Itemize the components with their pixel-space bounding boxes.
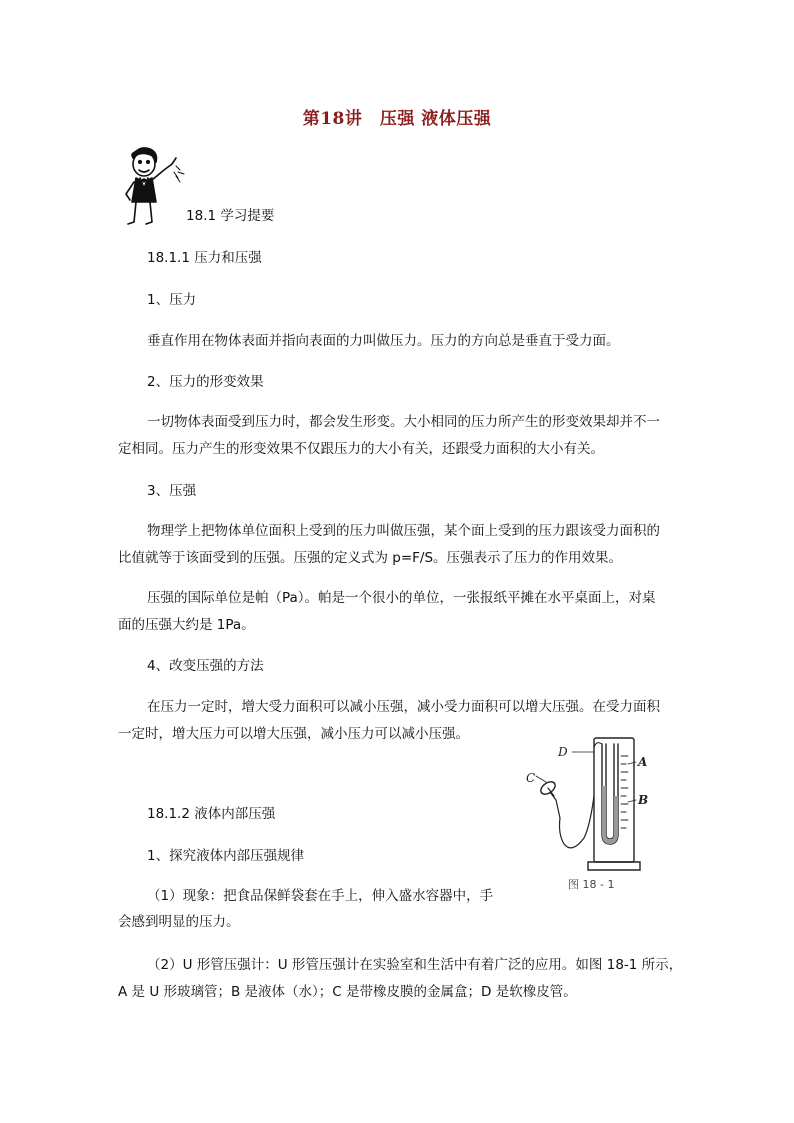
heading-force: 1、压力 bbox=[147, 292, 197, 308]
heading-change-pressure: 4、改变压强的方法 bbox=[147, 658, 264, 674]
figure-label-b: B bbox=[638, 793, 649, 807]
paragraph-phenomenon-line2: 会感到明显的压力。 bbox=[118, 914, 240, 930]
u-tube-manometer-figure bbox=[522, 726, 668, 896]
paragraph-manometer-line1: （2）U 形管压强计：U 形管压强计在实验室和生活中有着广泛的应用。如图 18-1 所示， bbox=[147, 957, 683, 973]
paragraph-change-line2: 一定时，增大压力可以增大压强，减小压力可以减小压强。 bbox=[118, 726, 469, 742]
page-title: 第18讲 压强 液体压强 bbox=[302, 109, 492, 129]
heading-deformation: 2、压力的形变效果 bbox=[147, 374, 264, 390]
paragraph-phenomenon-line1: （1）现象：把食品保鲜袋套在手上，伸入盛水容器中，手 bbox=[147, 888, 494, 904]
liquid-fill-left bbox=[602, 786, 618, 844]
figure-label-d: D bbox=[558, 745, 568, 759]
paragraph-deformation-line2: 定相同。压力产生的形变效果不仅跟压力的大小有关，还跟受力面积的大小有关。 bbox=[118, 441, 604, 457]
subsection-heading-liquid: 18.1.2 液体内部压强 bbox=[147, 806, 276, 822]
paragraph-change-line1: 在压力一定时，增大受力面积可以减小压强，减小受力面积可以增大压强。在受力面积 bbox=[147, 699, 660, 715]
paragraph-force: 垂直作用在物体表面并指向表面的力叫做压力。压力的方向总是垂直于受力面。 bbox=[147, 333, 620, 349]
section-heading: 18.1 学习提要 bbox=[186, 208, 275, 224]
paragraph-pressure-line2: 比值就等于该面受到的压强。压强的定义式为 p=F/S。压强表示了压力的作用效果。 bbox=[118, 550, 623, 566]
lecturer-illustration bbox=[118, 142, 190, 226]
paragraph-manometer-line2: A 是 U 形玻璃管；B 是液体（水）；C 是带橡皮膜的金属盒；D 是软橡皮管。 bbox=[118, 984, 577, 1000]
paragraph-pressure-line1: 物理学上把物体单位面积上受到的压力叫做压强，某个面上受到的压力跟该受力面积的 bbox=[147, 523, 660, 539]
figure-caption: 图 18 - 1 bbox=[568, 878, 615, 891]
heading-explore-liquid: 1、探究液体内部压强规律 bbox=[147, 848, 305, 864]
subsection-heading-pressure: 18.1.1 压力和压强 bbox=[147, 250, 262, 266]
figure-label-c: C bbox=[526, 771, 536, 785]
figure-label-a: A bbox=[638, 755, 648, 769]
paragraph-deformation-line1: 一切物体表面受到压力时，都会发生形变。大小相同的压力所产生的形变效果却并不一 bbox=[147, 414, 660, 430]
paragraph-unit-line2: 面的压强大约是 1Pa。 bbox=[118, 617, 255, 633]
heading-pressure: 3、压强 bbox=[147, 483, 197, 499]
paragraph-unit-line1: 压强的国际单位是帕（Pa）。帕是一个很小的单位，一张报纸平摊在水平桌面上，对桌 bbox=[147, 590, 656, 606]
